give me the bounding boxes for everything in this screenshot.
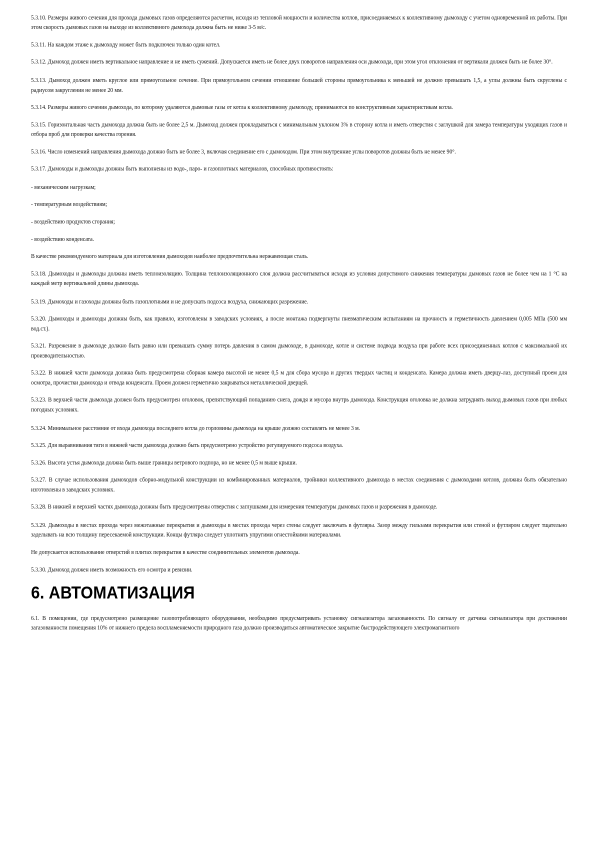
paragraph: 5.3.30. Дымоход должен иметь возможность его осмотра и ревизии. [31, 566, 193, 574]
paragraph: 5.3.29. Дымоходы в местах прохода через межэтажные перекрытия и дымоходы в местах прохода через стены следует заключать в футляры. Зазор между гильзами перекрытия или стеной и футляром следует тщательно заделывать на всю толщину пересекаемой конструкции. Концы футляра следует уплотнять упругими огнестойкими материалами. [31, 522, 567, 539]
paragraph: 5.3.19. Дымоходы и газоходы должны быть газоплотными и не допускать подсоса воздуха, снижающих разрежение. [31, 298, 309, 306]
paragraph: 5.3.21. Разрежение в дымоходе должно быть равно или превышать сумму потерь давления в самом дымоходе, в дымоходе, котле и системе подвода воздуха при работе всех присоединенных котлов с максимальной их производительностью. [31, 343, 567, 360]
paragraph: 5.3.22. В нижней части дымохода должна быть предусмотрена сборная камера высотой не менее 0,5 м для сбора мусора и других твердых частиц и конденсата. Камера должна иметь дверцу-лаз, доступный проем для осмотра, прочистки дымохода и отвода конденсата. Проем должен герметично закрываться металлической дверцей. [31, 370, 567, 387]
paragraph: 5.3.27. В случае использования дымоходов сборно-модульной конструкции из комбинированных материалов, тройники коллективного дымохода в местах соединения с дымоходами котлов, должны быть обязательно изготовлены в заводских условиях. [31, 477, 567, 494]
paragraph: 5.3.10. Размеры живого сечения для прохода дымовых газов определяются расчетом, исходя из тепловой мощности и количества котлов, присоединяемых к коллективному дымоходу с учетом одновременной их работы. При этом скорость дымовых газов на выходе из коллективного дымохода должна быть не ниже 3-5 м/с. [31, 15, 567, 32]
paragraph: - воздействию конденсата. [31, 236, 95, 244]
paragraph: В качестве рекомендуемого материала для изготовления дымоходов наиболее предпочтительна нержавеющая сталь. [31, 254, 309, 261]
paragraph: 5.3.25. Для выравнивания тяги в нижней части дымохода должно быть предусмотрено устройство регулируемого подсоса воздуха. [31, 442, 344, 449]
section-heading: 6. АВТОМАТИЗАЦИЯ [31, 584, 195, 603]
paragraph: 5.3.23. В верхней части дымохода должен быть предусмотрен оголовок, препятствующий попаданию снега, дождя и мусора внутрь дымохода. Конструкция оголовка не должна затруднять выход дымовых газов при любых погодных условиях. [31, 397, 567, 415]
paragraph: 5.3.11. На каждом этаже к дымоходу может быть подключен только один котел. [31, 42, 221, 49]
paragraph: 5.3.12. Дымоход должен иметь вертикальное направление и не иметь сужений. Допускается иметь не более двух поворотов направления оси дымохода, при этом угол отклонения от вертикали должен быть не более 30°. [31, 59, 553, 67]
paragraph: 5.3.20. Дымоходы и дымоходы должны быть, как правило, изготовлены в заводских условиях, а после монтажа подвергнуты пневматическим испытаниям на прочность и герметичность давлением 0,005 МПа (500 мм вод.ст.). [31, 316, 567, 333]
paragraph: 5.3.18. Дымоходы и дымоходы должны иметь теплоизоляцию. Толщина теплоизоляционного слоя должна рассчитываться исходя из условия допустимого снижения температуры дымовых газов не более чем на 1 °С на каждый метр вертикальной длины дымохода. [31, 271, 567, 288]
paragraph: 5.3.16. Число изменений направления дымохода должно быть не более 3, включая соединение его с дымоходом. При этом внутренние углы поворотов должны быть не менее 90°. [31, 149, 456, 156]
paragraph: 5.3.14. Размеры живого сечения дымохода, по которому удаляются дымовые газы от котла к коллективному дымоходу, принимаются по конструктивным характеристикам котла. [31, 104, 453, 111]
paragraph: 5.3.24. Минимальное расстояние от входа дымохода последнего котла до горловины дымохода на крыше должно составлять не менее 3 м. [31, 425, 361, 432]
paragraph: 5.3.26. Высота устья дымохода должна быть выше границы ветрового подпора, но не менее 0,5 м выше крыши. [31, 459, 297, 467]
paragraph: - воздействию продуктов сгорания; [31, 219, 115, 226]
paragraph: - механическим нагрузкам; [31, 184, 96, 191]
section-6-text [31, 614, 567, 633]
section-5-3-text [31, 14, 567, 575]
paragraph: 5.3.15. Горизонтальная часть дымохода должна быть не более 2,5 м. Дымоход должен прокладываться с минимальным уклоном 3% в сторону котла и иметь отверстия с заглушкой для замера температуры уходящих газов и отбора проб для проверки качества горения. [31, 121, 567, 139]
document-page [31, 14, 567, 642]
paragraph: 5.3.13. Дымоход должен иметь круглое или прямоугольное сечение. При прямоугольном сечении отношение большей стороны прямоугольника к меньшей не должно превышать 1,5, а углы должны быть скруглены с радиусом закругления не менее 20 мм. [31, 77, 567, 94]
paragraph: 6.1. В помещении, где предусмотрено размещение газопотребляющего оборудования, необходимо предусматривать установку сигнализатора загазованности. По сигналу от датчика сигнализатора при достижении загазованности помещения 10% от нижнего предела воспламеняемости природного газа должно производиться автоматическое закрытие быстродействующего электромагнитного [31, 615, 567, 632]
paragraph: Не допускается использование отверстий в плитах перекрытия в качестве соединительных элементов дымохода. [31, 549, 300, 556]
paragraph: 5.3.17. Дымоходы и дымоходы должны быть выполнены из водо-, паро- и газоплотных материалов, способных противостоять: [31, 166, 334, 174]
paragraph: 5.3.28. В нижней и верхней частях дымохода должны быть предусмотрены отверстия с заглушками для измерения температуры дымовых газов и разрежения в дымоходе. [31, 504, 438, 512]
paragraph: - температурным воздействиям; [31, 201, 108, 209]
